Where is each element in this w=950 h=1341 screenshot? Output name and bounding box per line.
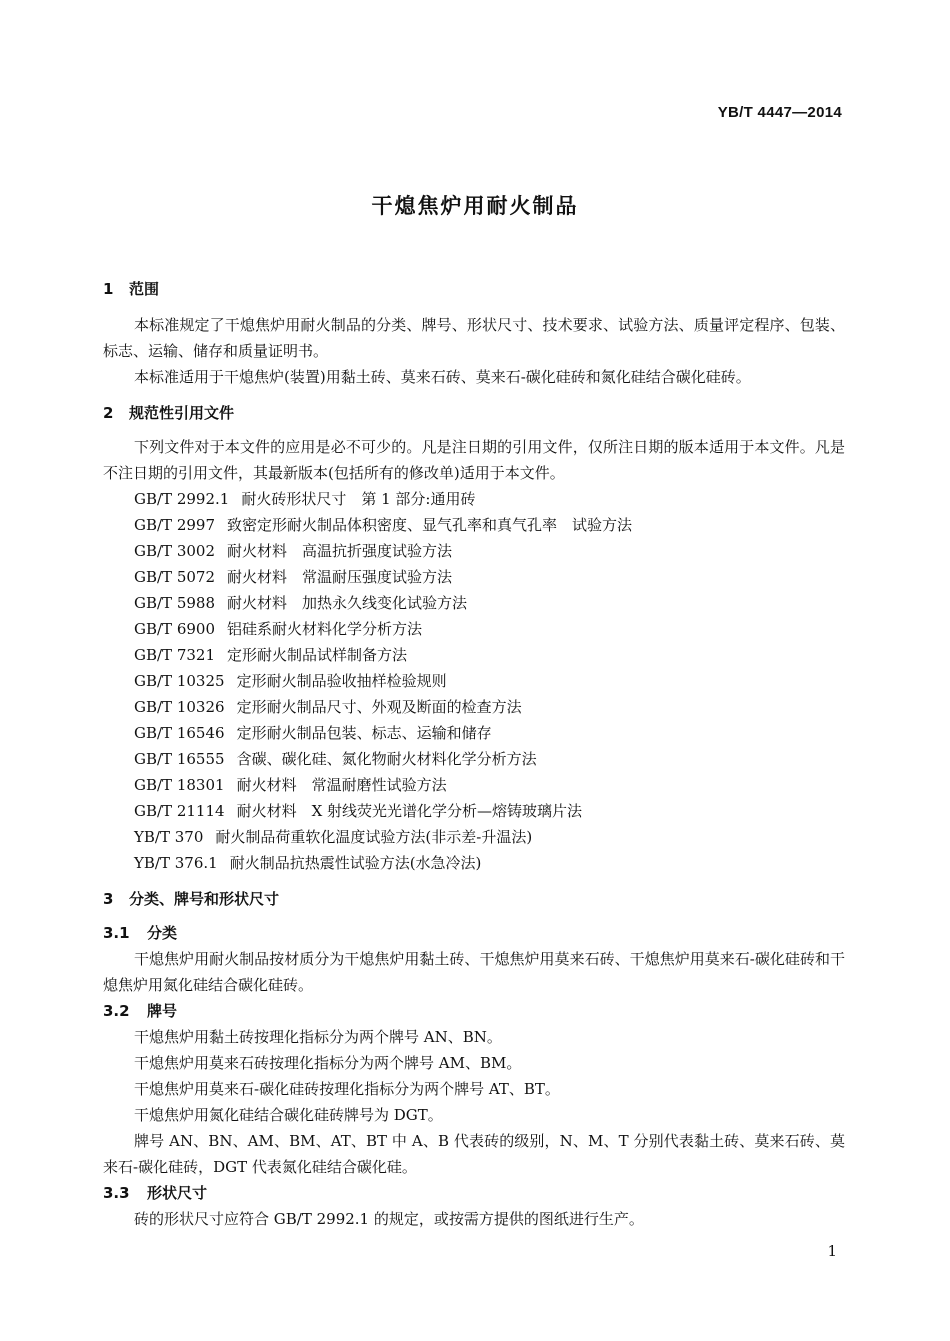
reference-item [103,642,845,668]
subsection-title: 牌号 [147,1002,178,1020]
reference-title: 耐火材料 X 射线荧光光谱化学分析—熔铸玻璃片法 [236,802,583,820]
reference-code: GB/T 5988 [134,594,216,612]
section-2-heading [103,400,845,426]
reference-item [103,772,845,798]
reference-code: GB/T 2992.1 [134,490,230,508]
reference-code: GB/T 7321 [134,646,216,664]
paragraph: 干熄焦炉用耐火制品按材质分为干熄焦炉用黏土砖、干熄焦炉用莫来石砖、干熄焦炉用莫来石-碳化硅砖和干熄焦炉用氮化硅结合碳化硅砖。 [103,950,845,994]
document-title: 干熄焦炉用耐火制品 [371,194,579,218]
reference-item [103,486,845,512]
reference-code: YB/T 376.1 [134,854,218,872]
reference-item [103,824,845,850]
reference-item [103,850,845,876]
document-body [103,276,845,1232]
section-title: 规范性引用文件 [129,404,235,422]
reference-code: GB/T 10326 [134,698,225,716]
paragraph: 下列文件对于本文件的应用是必不可少的。凡是注日期的引用文件，仅所注日期的版本适用于本文件。凡是不注日期的引用文件，其最新版本(包括所有的修改单)适用于本文件。 [103,438,845,482]
subsection-title: 分类 [147,924,178,942]
reference-title: 致密定形耐火制品体积密度、显气孔率和真气孔率 试验方法 [227,516,633,534]
subsection-title: 形状尺寸 [147,1184,208,1202]
reference-code: GB/T 6900 [134,620,216,638]
paragraph: 干熄焦炉用氮化硅结合碳化硅砖牌号为 DGT。 [134,1106,443,1124]
section-number: 1 [103,280,114,298]
subsection-number: 3.1 [103,924,130,942]
reference-code: GB/T 10325 [134,672,225,690]
section-title: 范围 [129,280,160,298]
reference-title: 定形耐火制品尺寸、外观及断面的检查方法 [236,698,522,716]
reference-list [103,486,845,876]
paragraph: 本标准规定了干熄焦炉用耐火制品的分类、牌号、形状尺寸、技术要求、试验方法、质量评定程序、包装、标志、运输、储存和质量证明书。 [103,316,845,360]
reference-item [103,694,845,720]
paragraph: 砖的形状尺寸应符合 GB/T 2992.1 的规定，或按需方提供的图纸进行生产。 [134,1210,644,1228]
reference-title: 耐火制品荷重软化温度试验方法(非示差-升温法) [215,828,533,846]
paragraph: 干熄焦炉用黏土砖按理化指标分为两个牌号 AN、BN。 [134,1028,502,1046]
section-1-heading [103,276,845,302]
reference-title: 定形耐火制品验收抽样检验规则 [236,672,447,690]
reference-item [103,720,845,746]
paragraph: 干熄焦炉用莫来石砖按理化指标分为两个牌号 AM、BM。 [134,1054,522,1072]
reference-item [103,668,845,694]
subsection-number: 3.3 [103,1184,130,1202]
standard-number: YB/T 4447—2014 [717,104,842,121]
reference-title: 耐火材料 加热永久线变化试验方法 [227,594,468,612]
reference-title: 定形耐火制品试样制备方法 [227,646,408,664]
reference-title: 耐火制品抗热震性试验方法(水急冷法) [229,854,482,872]
reference-item [103,564,845,590]
reference-item [103,798,845,824]
reference-code: GB/T 3002 [134,542,216,560]
reference-code: YB/T 370 [134,828,204,846]
reference-title: 耐火材料 高温抗折强度试验方法 [227,542,453,560]
reference-title: 耐火材料 常温耐磨性试验方法 [236,776,447,794]
reference-code: GB/T 21114 [134,802,225,820]
reference-item [103,512,845,538]
reference-item [103,538,845,564]
reference-title: 耐火材料 常温耐压强度试验方法 [227,568,453,586]
reference-title: 耐火砖形状尺寸 第 1 部分:通用砖 [241,490,476,508]
reference-item [103,590,845,616]
section-number: 3 [103,890,114,908]
subsection-3-3-heading [103,1180,845,1206]
reference-code: GB/T 16546 [134,724,225,742]
paragraph: 干熄焦炉用莫来石-碳化硅砖按理化指标分为两个牌号 AT、BT。 [134,1080,560,1098]
reference-code: GB/T 18301 [134,776,225,794]
reference-code: GB/T 5072 [134,568,216,586]
reference-code: GB/T 2997 [134,516,216,534]
section-3-heading [103,886,845,912]
reference-item [103,616,845,642]
paragraph: 牌号 AN、BN、AM、BM、AT、BT 中 A、B 代表砖的级别，N、M、T 分别代表黏土砖、莫来石砖、莫来石-碳化硅砖，DGT 代表氮化硅结合碳化硅。 [103,1132,845,1176]
reference-title: 含碳、碳化硅、氮化物耐火材料化学分析方法 [236,750,537,768]
reference-title: 铝硅系耐火材料化学分析方法 [227,620,423,638]
reference-title: 定形耐火制品包装、标志、运输和储存 [236,724,492,742]
subsection-3-2-heading [103,998,845,1024]
section-title: 分类、牌号和形状尺寸 [129,890,280,908]
section-number: 2 [103,404,114,422]
reference-code: GB/T 16555 [134,750,225,768]
subsection-3-1-heading [103,920,845,946]
reference-item [103,746,845,772]
paragraph: 本标准适用于干熄焦炉(装置)用黏土砖、莫来石砖、莫来石-碳化硅砖和氮化硅结合碳化硅砖。 [134,368,751,386]
page-number: 1 [827,1242,837,1260]
subsection-number: 3.2 [103,1002,130,1020]
